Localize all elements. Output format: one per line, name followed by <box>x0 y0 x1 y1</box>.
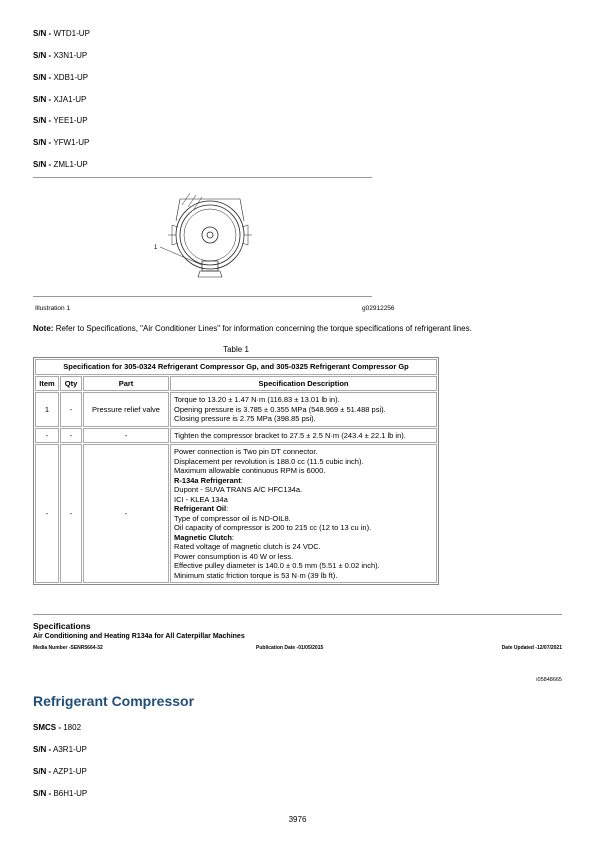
cell-description <box>170 392 437 427</box>
sn-label: S/N - <box>33 745 52 754</box>
cell-qty: - <box>60 428 82 444</box>
publication-date: Publication Date -01/05/2015 <box>256 645 324 651</box>
sn-value: YFW1-UP <box>53 138 90 147</box>
spec-table <box>33 357 439 585</box>
desc-line: Closing pressure is 2.75 MPa (398.85 psi). <box>174 414 316 423</box>
date-updated: Date Updated -12/07/2021 <box>501 645 562 651</box>
sn-line <box>33 73 88 83</box>
smcs-value: 1802 <box>63 723 82 732</box>
sn-line <box>33 116 88 126</box>
desc-subheading: Refrigerant Oil: <box>174 504 229 513</box>
sn-line <box>33 160 88 170</box>
section-title: Specifications <box>33 621 91 631</box>
page-title: Refrigerant Compressor <box>33 693 195 709</box>
sn-label: S/N - <box>33 789 52 798</box>
desc-line: Maximum allowable continuous RPM is 6000. <box>174 466 326 475</box>
media-number: Media Number -SENR5664-32 <box>33 645 103 651</box>
cell-item: - <box>35 428 59 444</box>
sn-line <box>33 745 87 755</box>
smcs-line <box>33 723 81 733</box>
desc-line: Type of compressor oil is ND-OIL8. <box>174 513 291 523</box>
col-header-qty: Qty <box>60 376 82 392</box>
compressor-illustration <box>150 185 260 285</box>
cell-item: 1 <box>35 392 59 427</box>
oil-heading: Refrigerant Oil <box>174 504 227 513</box>
desc-line: Tighten the compressor bracket to 27.5 ± 2.5 N·m (243.4 ± 22.1 lb in). <box>174 430 406 440</box>
col-header-part: Part <box>83 376 169 392</box>
sn-value: XDB1-UP <box>53 73 89 82</box>
col-header-item: Item <box>35 376 59 392</box>
note-label: Note: <box>33 324 54 333</box>
sn-label: S/N - <box>33 116 52 125</box>
sn-line <box>33 95 86 105</box>
divider <box>33 177 372 178</box>
cell-qty: - <box>60 444 82 583</box>
cell-part: - <box>83 444 169 583</box>
note <box>33 324 472 334</box>
sn-value: ZML1-UP <box>53 160 88 169</box>
table-row <box>35 428 437 444</box>
table-row <box>35 444 437 583</box>
cell-qty: - <box>60 392 82 427</box>
col-header-description: Specification Description <box>170 376 437 392</box>
desc-line: Power consumption is 40 W or less. <box>174 551 294 561</box>
desc-line: Oil capacity of compressor is 200 to 215 cc (12 to 13 cu in). <box>174 523 372 532</box>
sn-value: XJA1-UP <box>53 95 87 104</box>
sn-label: S/N - <box>33 51 52 60</box>
cell-part: - <box>83 428 169 444</box>
smcs-label: SMCS - <box>33 723 61 732</box>
sn-label: S/N - <box>33 160 52 169</box>
sn-line <box>33 51 87 61</box>
cell-part: Pressure relief valve <box>83 392 169 427</box>
desc-line: ICI - KLEA 134a <box>174 494 228 504</box>
section-subtitle: Air Conditioning and Heating R134a for All Caterpillar Machines <box>33 633 245 640</box>
sn-line <box>33 29 90 39</box>
note-text: Refer to Specifications, "Air Conditioner Lines" for information concerning the torque specifications of refrigerant lines. <box>55 324 472 333</box>
illustration-id: g02912256 <box>362 305 395 312</box>
table-row <box>35 392 437 427</box>
sn-value: B6H1-UP <box>53 789 88 798</box>
illustration-caption: Illustration 1 <box>35 305 71 312</box>
desc-line: Effective pulley diameter is 140.0 ± 0.5 mm (5.51 ± 0.02 inch). <box>174 561 380 570</box>
sn-value: YEE1-UP <box>53 116 88 125</box>
cell-description <box>170 444 437 583</box>
sn-line <box>33 789 87 799</box>
desc-subheading: Magnetic Clutch: <box>174 532 235 542</box>
cell-item: - <box>35 444 59 583</box>
sn-value: X3N1-UP <box>53 51 88 60</box>
desc-line: Rated voltage of magnetic clutch is 24 VDC. <box>174 542 321 551</box>
sn-line <box>33 767 87 777</box>
table-caption: Table 1 <box>223 345 249 354</box>
clutch-heading: Magnetic Clutch <box>174 532 232 542</box>
desc-line: Displacement per revolution is 188.0 cc (11.5 cubic inch). <box>174 456 364 466</box>
sn-value: AZP1-UP <box>53 767 87 776</box>
page-number: 3976 <box>288 815 307 824</box>
sn-value: A3R1-UP <box>53 745 87 754</box>
divider <box>33 296 372 297</box>
sn-label: S/N - <box>33 138 52 147</box>
document-id: i05848665 <box>536 677 562 683</box>
desc-line: Dupont - SUVA TRANS A/C HFC134a. <box>174 485 303 494</box>
desc-line: Minimum static friction torque is 53 N·m (39 lb ft). <box>174 570 338 580</box>
illustration-callout: 1 <box>154 245 158 251</box>
sn-value: WTD1-UP <box>53 29 90 38</box>
divider <box>33 614 562 615</box>
sn-label: S/N - <box>33 29 52 38</box>
desc-subheading: R-134a Refrigerant: <box>174 475 243 485</box>
sn-line <box>33 138 89 148</box>
desc-line: Power connection is Two pin DT connector. <box>174 447 318 456</box>
cell-description <box>170 428 437 444</box>
desc-line: Opening pressure is 3.785 ± 0.355 MPa (548.969 ± 51.488 psi). <box>174 404 386 414</box>
sn-label: S/N - <box>33 95 52 104</box>
sn-label: S/N - <box>33 767 52 776</box>
table-title: Specification for 305-0324 Refrigerant Compressor Gp, and 305-0325 Refrigerant Compressor Gp <box>35 359 437 375</box>
sn-label: S/N - <box>33 73 52 82</box>
desc-line: Torque to 13.20 ± 1.47 N·m (116.83 ± 13.01 lb in). <box>174 395 340 404</box>
refrigerant-heading: R-134a Refrigerant <box>174 475 241 485</box>
